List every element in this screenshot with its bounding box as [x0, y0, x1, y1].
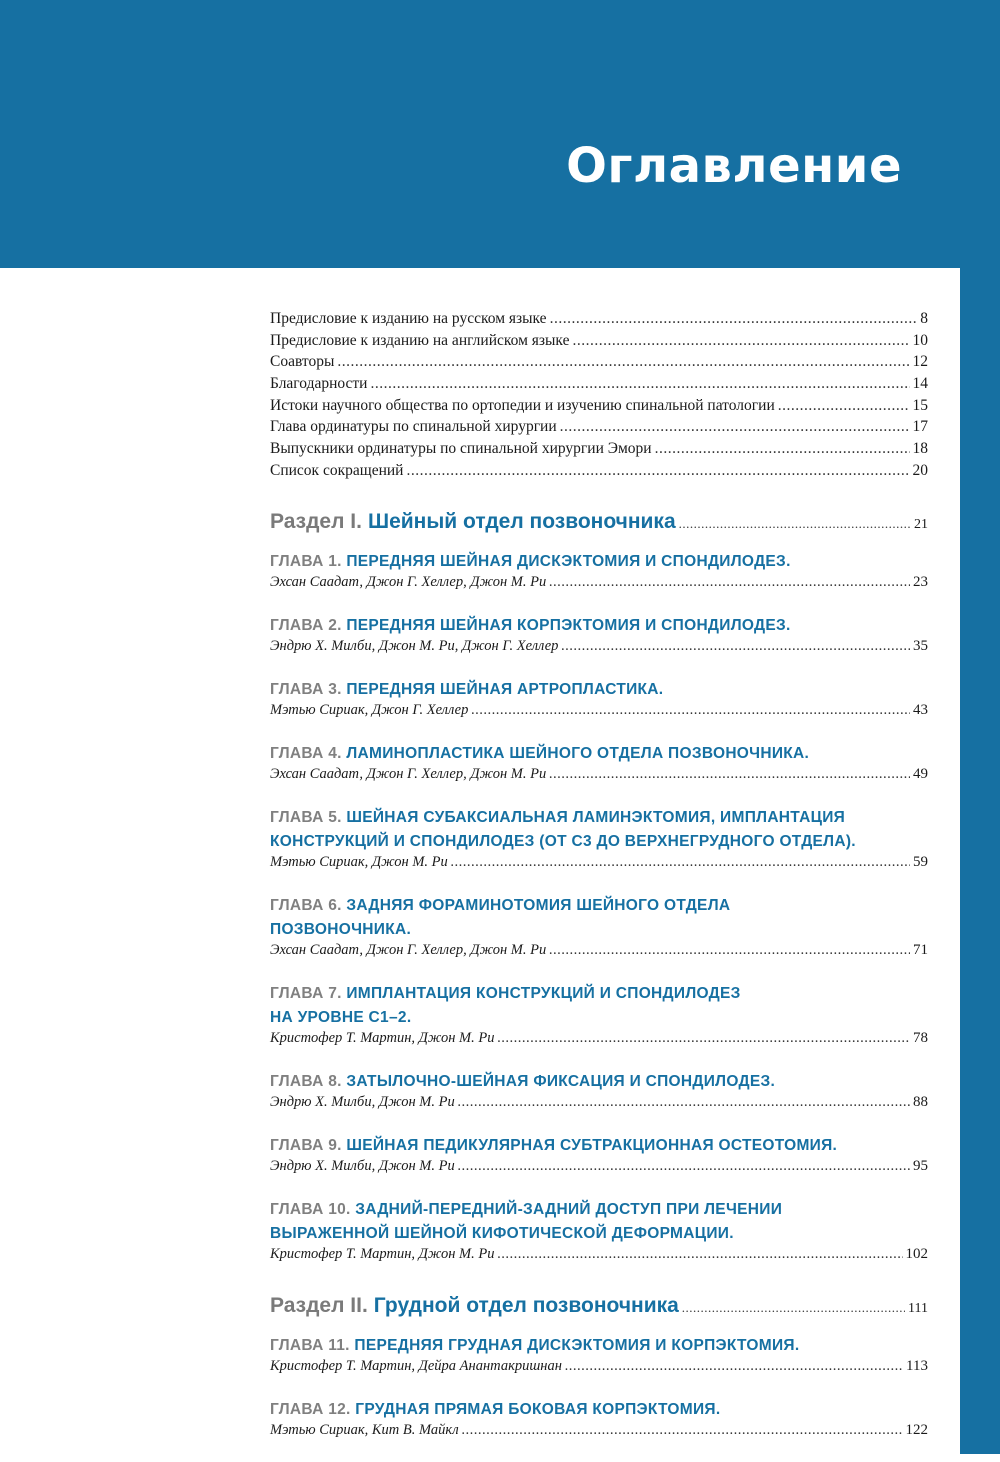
- chapter-authors: Мэтью Сириак, Кит В. Майкл: [270, 1421, 459, 1438]
- chapter-heading: [270, 982, 928, 1030]
- dot-leader: [498, 1030, 911, 1047]
- dot-leader: [549, 574, 910, 591]
- page-number: 43: [913, 701, 928, 718]
- page-number: 23: [913, 573, 928, 590]
- page-number: 14: [912, 375, 928, 393]
- entry-title: Выпускники ординатуры по спинальной хирургии Эмори: [270, 440, 652, 458]
- page-number: 71: [913, 941, 928, 958]
- page-number: 10: [912, 331, 928, 349]
- entry-title: Благодарности: [270, 375, 368, 393]
- dot-leader: [549, 766, 910, 783]
- front-matter-item[interactable]: [270, 462, 928, 484]
- chapter-heading: [270, 742, 928, 766]
- chapter-entry[interactable]: [270, 806, 928, 876]
- chapter-entry[interactable]: [270, 1134, 928, 1180]
- chapter-authors-row: [270, 1422, 928, 1444]
- chapter-title: ЗАТЫЛОЧНО-ШЕЙНАЯ ФИКСАЦИЯ И СПОНДИЛОДЕЗ.: [346, 1072, 776, 1090]
- chapter-number: ГЛАВА 7.: [270, 984, 342, 1002]
- page-number: 113: [906, 1357, 928, 1374]
- chapter-list: [270, 1334, 928, 1444]
- chapter-title: ИМПЛАНТАЦИЯ КОНСТРУКЦИЙ И СПОНДИЛОДЕЗ: [346, 984, 741, 1002]
- page-number: 59: [913, 853, 928, 870]
- chapter-number: ГЛАВА 3.: [270, 680, 342, 698]
- dot-leader: [498, 1246, 903, 1263]
- entry-title: Список сокращений: [270, 461, 404, 479]
- dot-leader: [560, 418, 910, 436]
- chapter-title: ШЕЙНАЯ ПЕДИКУЛЯРНАЯ СУБТРАКЦИОННАЯ ОСТЕОТОМИЯ.: [346, 1136, 838, 1154]
- page-number: 122: [905, 1421, 928, 1438]
- chapter-list: [270, 550, 928, 1268]
- chapter-authors-row: [270, 766, 928, 788]
- chapter-authors-row: [270, 1246, 928, 1268]
- page-number: 102: [905, 1245, 928, 1262]
- section-thoracic: [270, 1294, 928, 1444]
- front-matter-item[interactable]: [270, 418, 928, 440]
- chapter-number: ГЛАВА 11.: [270, 1336, 350, 1354]
- chapter-authors: Мэтью Сириак, Джон Г. Хеллер: [270, 701, 469, 718]
- chapter-authors: Кристофер Т. Мартин, Джон М. Ри: [270, 1245, 495, 1262]
- section-title: Шейный отдел позвоночника: [367, 509, 676, 533]
- chapter-heading: [270, 1134, 928, 1158]
- section-title: Грудной отдел позвоночника: [373, 1293, 679, 1317]
- section-number: Раздел I.: [270, 509, 362, 533]
- chapter-authors-row: [270, 574, 928, 596]
- chapter-authors-row: [270, 1094, 928, 1116]
- chapter-number: ГЛАВА 2.: [270, 616, 342, 634]
- page-number: 78: [913, 1029, 928, 1046]
- chapter-title: ЛАМИНОПЛАСТИКА ШЕЙНОГО ОТДЕЛА ПОЗВОНОЧНИКА.: [346, 744, 810, 762]
- chapter-title-line-2: НА УРОВНЕ С1–2.: [270, 1008, 412, 1026]
- chapter-heading: [270, 1198, 928, 1246]
- page-number: 88: [913, 1093, 928, 1110]
- table-of-contents: [270, 310, 928, 1462]
- dot-leader: [655, 440, 910, 458]
- chapter-title: ШЕЙНАЯ СУБАКСИАЛЬНАЯ ЛАМИНЭКТОМИЯ, ИМПЛАНТАЦИЯ: [346, 808, 846, 826]
- page-number: 15: [912, 396, 928, 414]
- chapter-authors-row: [270, 702, 928, 724]
- dot-leader: [679, 510, 911, 534]
- chapter-entry[interactable]: [270, 550, 928, 596]
- chapter-heading: [270, 614, 928, 638]
- chapter-authors: Мэтью Сириак, Джон М. Ри: [270, 853, 448, 870]
- page-number: 35: [913, 637, 928, 654]
- chapter-authors: Кристофер Т. Мартин, Джон М. Ри: [270, 1029, 495, 1046]
- page-number: 21: [914, 516, 928, 532]
- chapter-title-line-2: КОНСТРУКЦИЙ И СПОНДИЛОДЕЗ (ОТ С3 ДО ВЕРХНЕГРУДНОГО ОТДЕЛА).: [270, 832, 856, 850]
- front-matter-item[interactable]: [270, 440, 928, 462]
- entry-title: Предисловие к изданию на русском языке: [270, 310, 547, 327]
- chapter-authors-row: [270, 854, 928, 876]
- chapter-heading: [270, 550, 928, 574]
- section-heading[interactable]: [270, 510, 928, 536]
- chapter-number: ГЛАВА 10.: [270, 1200, 351, 1218]
- page-number: 95: [913, 1157, 928, 1174]
- chapter-heading: [270, 1070, 928, 1094]
- dot-leader: [337, 353, 909, 371]
- dot-leader: [561, 638, 910, 655]
- entry-title: Истоки научного общества по ортопедии и изучению спинальной патологии: [270, 396, 775, 414]
- chapter-title: ЗАДНЯЯ ФОРАМИНОТОМИЯ ШЕЙНОГО ОТДЕЛА: [346, 896, 731, 914]
- chapter-entry[interactable]: [270, 1198, 928, 1268]
- chapter-number: ГЛАВА 5.: [270, 808, 342, 826]
- chapter-authors: Эхсан Саадат, Джон Г. Хеллер, Джон М. Ри: [270, 573, 547, 590]
- chapter-title: ГРУДНАЯ ПРЯМАЯ БОКОВАЯ КОРПЭКТОМИЯ.: [355, 1400, 721, 1418]
- dot-leader: [462, 1422, 903, 1439]
- chapter-number: ГЛАВА 4.: [270, 744, 342, 762]
- section-heading[interactable]: [270, 1294, 928, 1320]
- chapter-authors: Эндрю Х. Милби, Джон М. Ри: [270, 1157, 455, 1174]
- page-title: Оглавление: [566, 138, 902, 194]
- chapter-authors-row: [270, 1030, 928, 1052]
- chapter-heading: [270, 1398, 928, 1422]
- dot-leader: [682, 1294, 905, 1318]
- front-matter-item[interactable]: [270, 310, 928, 332]
- page-number: 18: [912, 440, 928, 458]
- chapter-number: ГЛАВА 9.: [270, 1136, 342, 1154]
- chapter-title-line-2: ПОЗВОНОЧНИКА.: [270, 920, 412, 938]
- front-matter-list: [270, 310, 928, 484]
- section-number: Раздел II.: [270, 1293, 368, 1317]
- chapter-entry[interactable]: [270, 1398, 928, 1444]
- chapter-entry[interactable]: [270, 1334, 928, 1380]
- dot-leader: [549, 942, 910, 959]
- front-matter-item[interactable]: [270, 332, 928, 354]
- dot-leader: [550, 310, 918, 328]
- chapter-number: ГЛАВА 8.: [270, 1072, 342, 1090]
- chapter-number: ГЛАВА 6.: [270, 896, 342, 914]
- dot-leader: [451, 854, 910, 871]
- chapter-heading: [270, 678, 928, 702]
- dot-leader: [406, 462, 909, 480]
- chapter-title: ПЕРЕДНЯЯ ШЕЙНАЯ АРТРОПЛАСТИКА.: [346, 680, 664, 698]
- dot-leader: [458, 1158, 910, 1175]
- dot-leader: [458, 1094, 910, 1111]
- entry-title: Предисловие к изданию на английском языке: [270, 331, 570, 349]
- chapter-entry[interactable]: [270, 742, 928, 788]
- chapter-authors: Эхсан Саадат, Джон Г. Хеллер, Джон М. Ри: [270, 765, 547, 782]
- chapter-number: ГЛАВА 1.: [270, 552, 342, 570]
- chapter-heading: [270, 1334, 928, 1358]
- chapter-entry[interactable]: [270, 982, 928, 1052]
- header-band: [0, 0, 960, 268]
- chapter-authors-row: [270, 638, 928, 660]
- chapter-title: ПЕРЕДНЯЯ ГРУДНАЯ ДИСКЭКТОМИЯ И КОРПЭКТОМИЯ.: [354, 1336, 800, 1354]
- right-edge-strip: [960, 0, 1000, 1454]
- chapter-authors-row: [270, 1358, 928, 1380]
- page-number: 49: [913, 765, 928, 782]
- page-number: 20: [912, 461, 928, 479]
- page-number: 8: [920, 310, 928, 327]
- dot-leader: [471, 702, 910, 719]
- front-matter-item[interactable]: [270, 375, 928, 397]
- chapter-heading: [270, 806, 928, 854]
- chapter-title: ПЕРЕДНЯЯ ШЕЙНАЯ ДИСКЭКТОМИЯ И СПОНДИЛОДЕЗ.: [346, 552, 791, 570]
- chapter-entry[interactable]: [270, 678, 928, 724]
- chapter-authors-row: [270, 1158, 928, 1180]
- chapter-number: ГЛАВА 12.: [270, 1400, 351, 1418]
- section-cervical: [270, 510, 928, 1268]
- dot-leader: [572, 332, 909, 350]
- chapter-title: ПЕРЕДНЯЯ ШЕЙНАЯ КОРПЭКТОМИЯ И СПОНДИЛОДЕЗ.: [346, 616, 791, 634]
- dot-leader: [370, 375, 909, 393]
- chapter-entry[interactable]: [270, 1070, 928, 1116]
- chapter-title-line-2: ВЫРАЖЕННОЙ ШЕЙНОЙ КИФОТИЧЕСКОЙ ДЕФОРМАЦИИ.: [270, 1224, 734, 1242]
- dot-leader: [778, 397, 910, 415]
- chapter-entry[interactable]: [270, 894, 928, 964]
- chapter-authors-row: [270, 942, 928, 964]
- page-number: 17: [912, 418, 928, 436]
- chapter-title: ЗАДНИЙ-ПЕРЕДНИЙ-ЗАДНИЙ ДОСТУП ПРИ ЛЕЧЕНИИ: [355, 1200, 783, 1218]
- front-matter-item[interactable]: [270, 397, 928, 419]
- page-number: 12: [912, 353, 928, 371]
- chapter-authors: Эндрю Х. Милби, Джон М. Ри, Джон Г. Хеллер: [270, 637, 559, 654]
- front-matter-item[interactable]: [270, 353, 928, 375]
- chapter-authors: Эхсан Саадат, Джон Г. Хеллер, Джон М. Ри: [270, 941, 547, 958]
- page-number: 111: [908, 1300, 928, 1316]
- entry-title: Соавторы: [270, 353, 335, 371]
- chapter-authors: Кристофер Т. Мартин, Дейра Анантакришнан: [270, 1357, 562, 1374]
- chapter-heading: [270, 894, 928, 942]
- dot-leader: [565, 1358, 903, 1375]
- entry-title: Глава ординатуры по спинальной хирургии: [270, 418, 557, 436]
- chapter-authors: Эндрю Х. Милби, Джон М. Ри: [270, 1093, 455, 1110]
- chapter-entry[interactable]: [270, 614, 928, 660]
